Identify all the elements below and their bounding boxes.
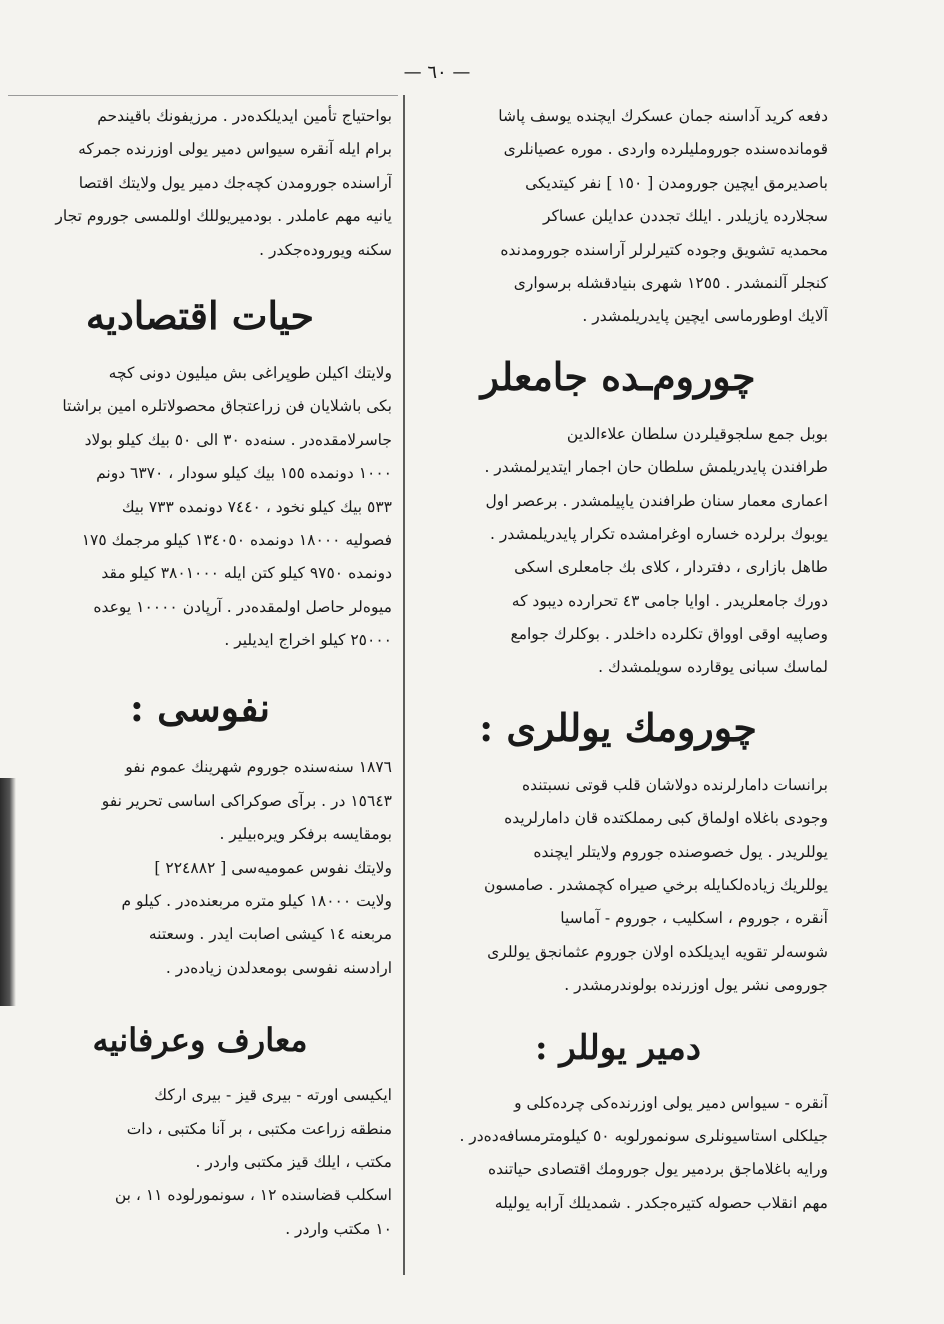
railways-paragraph [408,1087,828,1221]
heading-education: معارف وعرفانيه [92,1021,308,1060]
text-line: مكتب ، ايلك قيز مكتبى واردر . [195,1152,392,1171]
text-line: ارادسنه نفوسى بومعدلدن زياده‌در . [165,958,392,977]
page-number: — ٦٠ — [403,62,471,83]
text-line: سجلارده يازيلدر . ايلك تجددن عدايلن عساكر [542,207,828,226]
left-intro-paragraph [8,100,392,267]
text-line: كنجلر آلنمشدر . ١٢٥٥ شهرى بنيادقشله برسوارى [513,273,828,292]
text-line: بومقايسه برفكر ويره‌بيلير . [219,825,392,844]
text-line: آلايك اوطورماسى ايچين پايدريلمشدر . [582,307,828,326]
population-paragraph [8,751,392,985]
right-column [408,100,828,1220]
text-line: باصديرمق ايچين جورومدن [ ١٥٠ ] نفر كيتديكى [525,173,828,192]
text-line: وجودى باغلاه اولماق كبى رمملكتده قان دامارلريده [504,809,828,828]
text-line: وصاپيه اوقى اوواق تكلرده داخلدر . بوكلرك جوامع [510,625,828,644]
text-line: برانسات دامارلرنده دولاشان قلب قوتى نسبتنده [522,775,828,794]
text-line: يوللريك زيادەلكىايله برخي صيراه كچمشدر . صامسون [484,876,828,895]
education-paragraph [8,1079,392,1246]
text-line: جيلكلى استاسيونلرى سونمورلوبه ٥٠ كيلومترمسافه‌ده‌در . [459,1126,828,1145]
text-line: ١٥٦٤٣ در . برآى صوكراكى اساسى تحرير نفو [101,791,392,810]
text-line: بوبل جمع سلجوقيلردن سلطان علاءالدين [566,424,828,443]
text-line: ورايه باغلاماجق بردمير يول جورومك اقتصادى حياتنده [487,1160,828,1179]
text-line: بكى باشلايان فن زراعتجاق محصولاتلره امين براشتا [62,397,392,416]
text-line: محمديه تشويق وجوده كتيرلرلر آراسنده جورومدنده [500,240,828,259]
text-line: برام ايله آنقره سيواس دمير يولى اوزرنده جمركه [78,140,392,159]
text-line: ١٠ مكتب واردر . [285,1219,392,1238]
text-line: يوبوك برلرده خساره اوغرامشده تكرار پايدريلمشدر . [490,524,828,543]
text-line: اعمارى معمار سنان طرافندن ياپيلمشدر . برعصر اول [485,491,828,510]
text-line: اسكلب قضاسنده ١٢ ، سونمورلوده ١١ ، بن [114,1186,392,1205]
text-line: ولايت ١٨٠٠٠ كيلو متره مربعنده‌در . كيلو م [121,892,392,911]
text-line: قوماندەسنده جورومليلرده واردى . موره عصيانلرى [503,140,828,159]
heading-roads: چورومك يوللرى : [479,704,757,750]
text-line: ١٠٠٠ دونمده ١٥٥ بيك كيلو سودار ، ٦٣٧٠ دونم [96,464,392,483]
text-line: ايكيسى اورته - بيرى قيز - بيرى اركك [154,1086,392,1105]
text-line: ١٨٧٦ سنه‌سنده جوروم شهرينك عموم نفو [125,758,392,777]
text-line: يوللريدر . يول خصوصنده جوروم ولايتلر ايچنده [533,842,828,861]
text-line: لماسك سبانى يوقارده سويلمشدك . [598,658,828,677]
text-line: ٥٣٣ بيك كيلو نخود ، ٧٤٤٠ دونمده ٧٣٣ بيك [121,497,392,516]
left-column [8,100,392,1246]
text-line: جاسرلامقده‌در . سنه‌ده ٣٠ الى ٥٠ بيك كيلو بولاد [84,430,392,449]
text-line: مربعنه ١٤ كيشى اصابت ايدر . وسعتنه [148,925,392,944]
text-line: فصوليه ١٨٠٠٠ دونمده ١٣٤٠٥٠ كيلو مرجمك ١٧٥ [81,530,392,549]
text-line: دونمده ٩٧٥٠ كيلو كتن ايله ٣٨٠١٠٠٠ كيلو مقد [101,564,392,583]
text-line: ميوه‌لر حاصل اولمقده‌در . آرپادن ١٠٠٠٠ يوعده [93,597,392,616]
mosques-paragraph [408,418,828,685]
text-line: ٢٥٠٠٠ كيلو اخراج ايديلير . [224,631,392,650]
left-top-rule [8,95,398,96]
text-line: دفعه كريد آداسنه جمان عسكرك ايچنده يوسف پاشا [498,107,828,125]
text-line: دورك جامعلريدر . اوايا جامى ٤٣ تحرارده ديبود كه [511,591,828,610]
column-divider [403,95,405,1275]
text-line: آنقره - سيواس دمير يولى اوزرنده‌كى چرده‌كلى و [514,1093,828,1112]
text-line: شوسه‌لر تقويه ايديلكده اولان جوروم عثمانجق يوللرى [487,942,828,961]
heading-economy: حيات اقتصاديه [85,292,315,338]
heading-population: نفوسى : [129,685,271,731]
text-line: منطقه زراعت مكتبى ، بر آنا مكتبى ، دات [126,1119,392,1138]
text-line: سكنه ويوروده‌جكدر . [259,240,392,259]
text-line: ولايتك اكيلن طوپراغى بش ميليون دونى كچه [108,363,392,382]
text-line: مهم انقلاب حصوله كتيره‌جكدر . شمديلك آرابه يوليله [494,1193,828,1212]
heading-mosques: چوروم‌ـده جامعلر [480,353,756,399]
text-line: طرافندن پايدريلمش سلطان حان اجمار ايتديرلمشدر . [484,458,828,477]
economy-paragraph [8,357,392,658]
right-intro-paragraph [408,100,828,334]
text-line: جورومى نشر يول اوزرنده بولوندرمشدر . [564,976,828,995]
text-line: ولايتك نفوس عموميه‌سى [ ٢٢٤٨٨٢ ] [154,858,392,877]
text-line: يانيه مهم عاملدر . بودميريوللك اوللمسى جوروم تجار [55,207,392,226]
heading-railways: دمير يوللر : [535,1027,701,1068]
roads-paragraph [408,769,828,1003]
text-line: طاهل بازارى ، دفتردار ، كلاى بك جامعلرى اسكى [514,558,828,577]
text-line: آراسنده جورومدن كچه‌جك دمير يول ولايتك اقتصا [78,173,392,192]
text-line: آنقره ، جوروم ، اسكليب ، جوروم - آماسيا [560,909,828,928]
text-line: بواحتياج تأمين ايديلكده‌در . مرزيفونك باقيندحم [97,107,392,125]
